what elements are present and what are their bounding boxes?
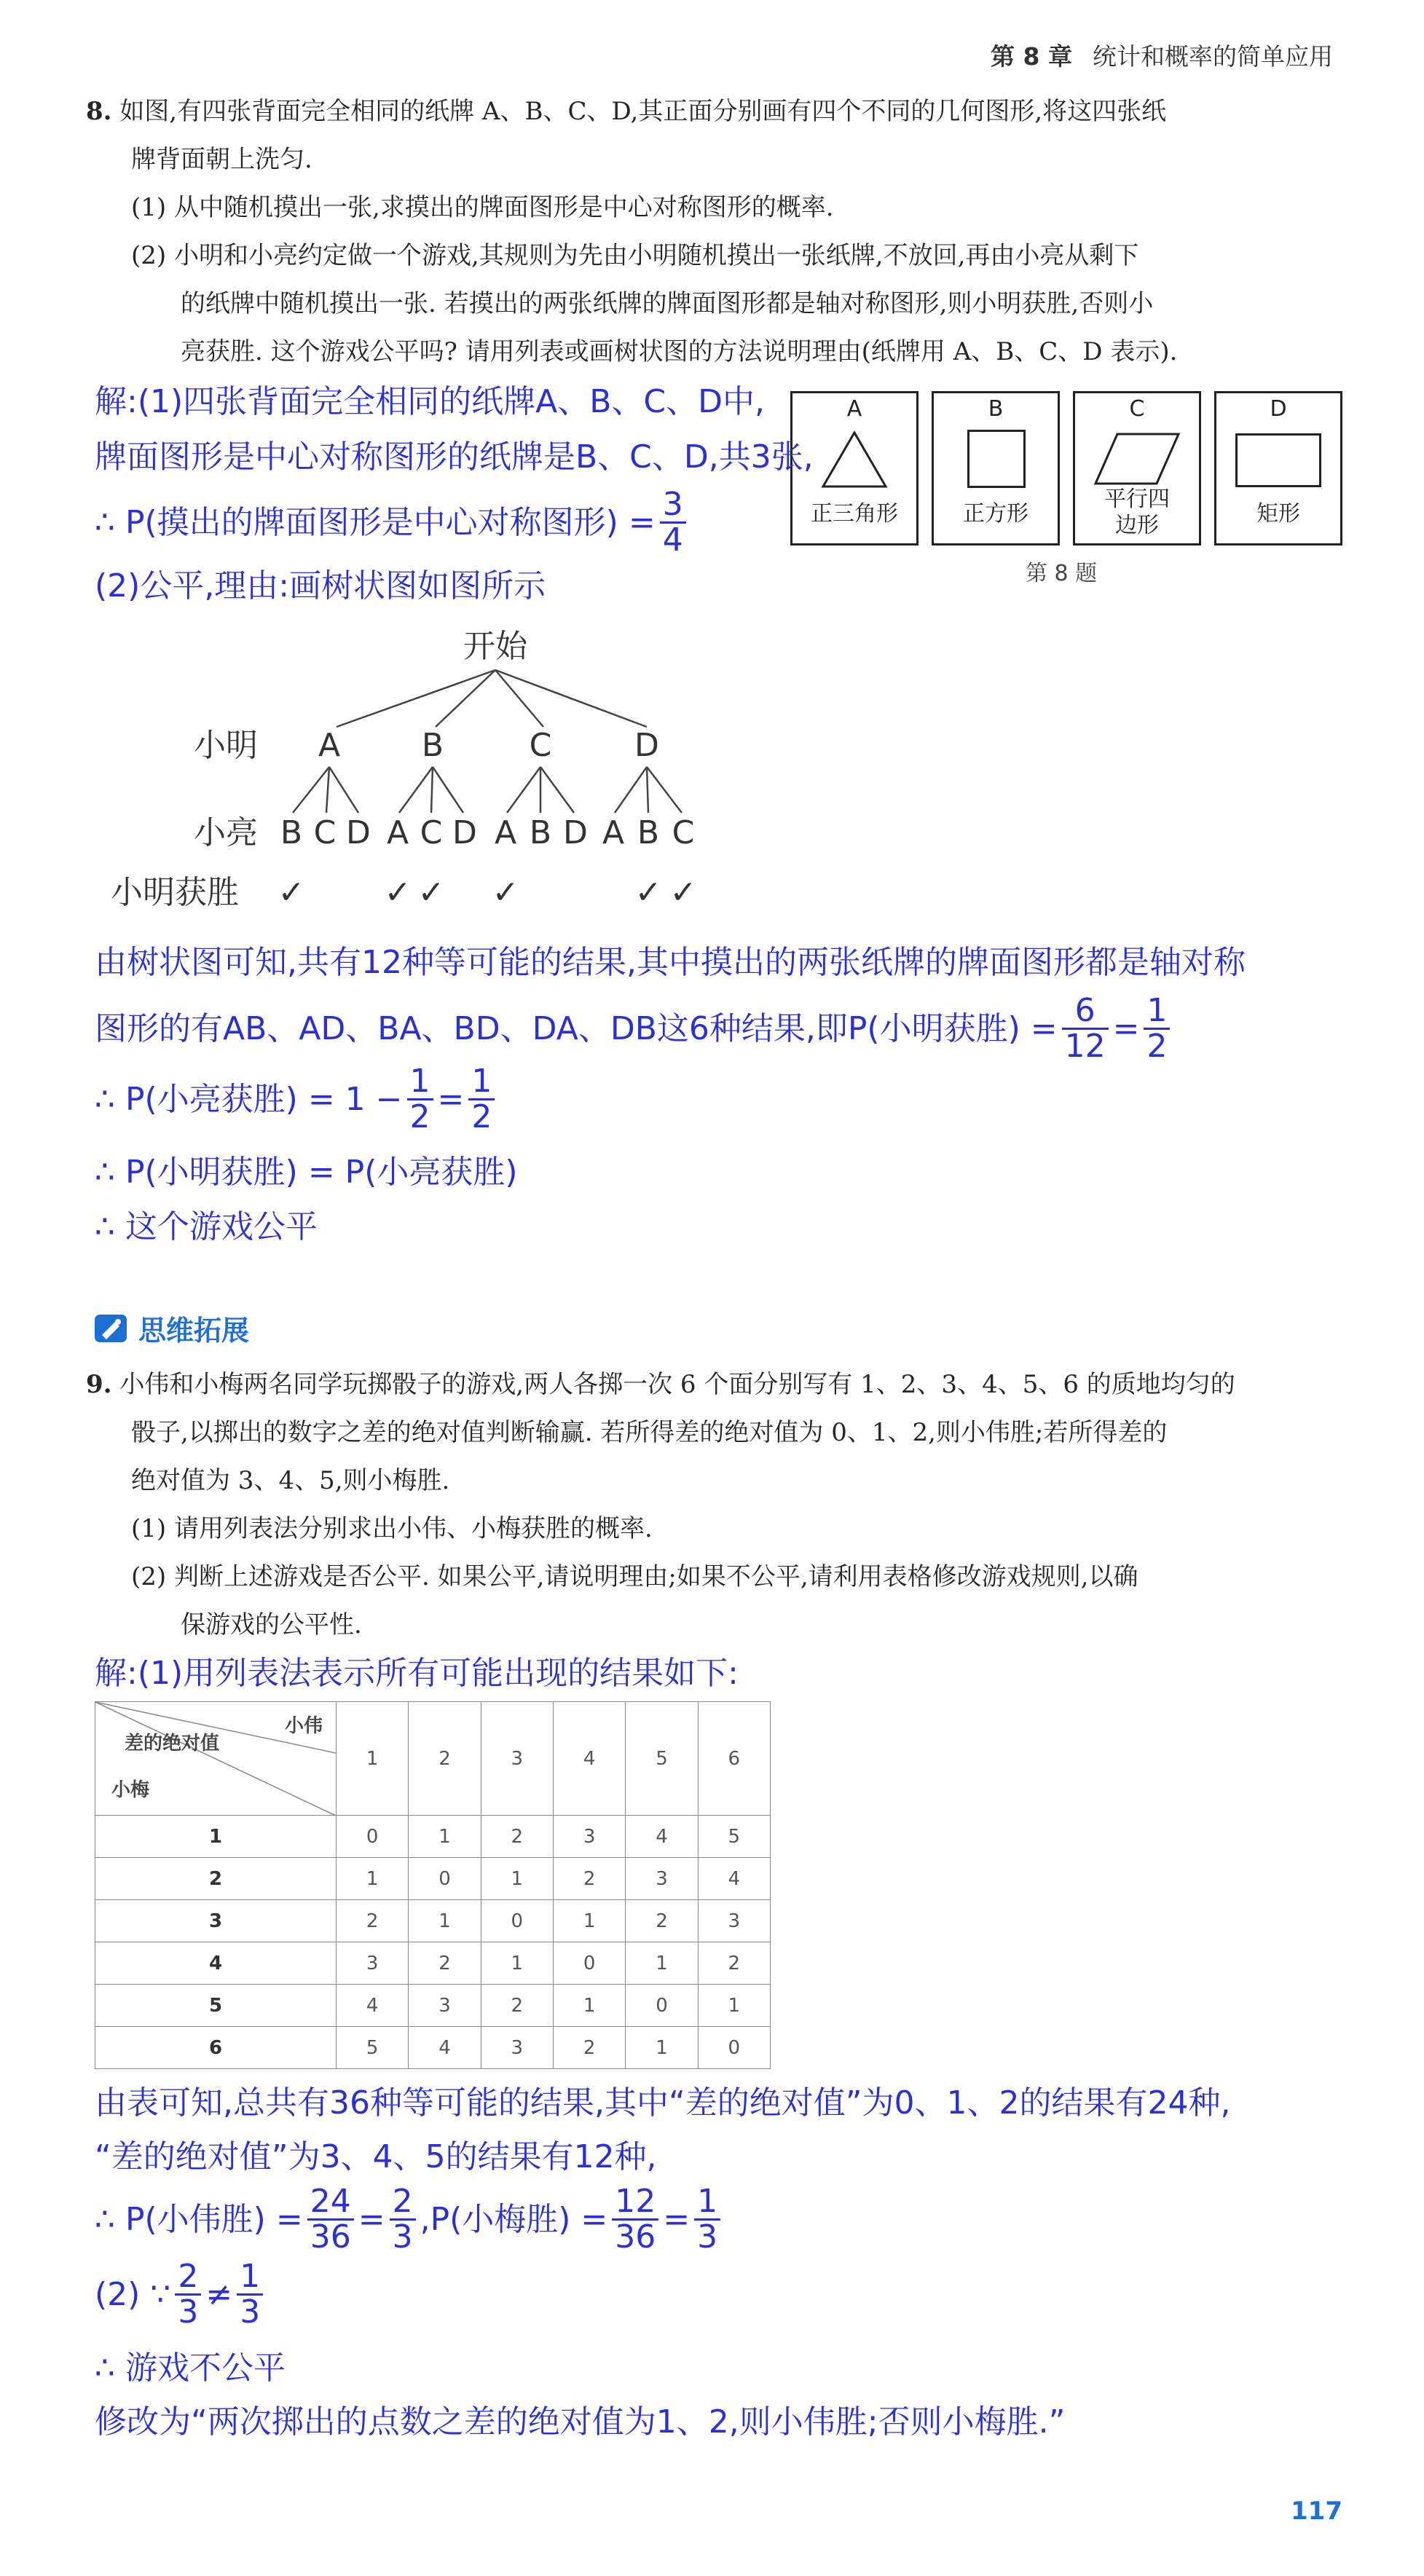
numerator: 12 [612,2185,658,2221]
table-cell: 2 [337,1900,409,1942]
tree-root-edges [337,670,647,727]
fraction [407,1065,433,1134]
numerator: 24 [307,2185,354,2221]
table-row [95,1942,771,1985]
table-col-header: 6 [698,1702,770,1816]
denominator: 36 [615,2218,656,2256]
numerator: 1 [1144,994,1170,1030]
table-cell: 1 [553,1900,625,1942]
tree-row-label: 小亮 [194,814,258,851]
fraction [468,1065,495,1134]
table-row [95,1858,771,1900]
question-8 [86,87,1339,376]
win-check-icon: ✓ [417,874,445,911]
table-cell: 0 [553,1942,625,1985]
solution-line [95,2260,267,2329]
table-corner-cell [95,1702,337,1816]
fraction [175,2260,201,2329]
fraction [307,2185,354,2254]
solution-text: 图形的有AB、AD、BA、BD、DA、DB这6种结果,即P(小明获胜) = [95,1009,1058,1047]
table-row-header: 6 [95,2027,337,2069]
solution-line [95,488,691,557]
tree-node: C [529,727,552,764]
table-cell: 2 [626,1900,698,1942]
tree-leaf: A [494,814,517,851]
table-cell: 4 [409,2027,481,2069]
tree-leaf: D [346,814,371,851]
table-row [95,1816,771,1858]
square-icon [967,430,1026,488]
tree-node: D [634,727,659,764]
table-cell: 1 [626,2027,698,2069]
tree-row-label: 小明获胜 [111,874,239,911]
equals-sign: = [437,1080,465,1118]
table-cell: 3 [698,1900,770,1942]
chapter-title: 统计和概率的简单应用 [1093,42,1333,71]
table-row-header: 5 [95,1985,337,2027]
tree-row-label: 小明 [194,727,258,764]
thinking-extension-icon [93,1313,128,1344]
win-check-icon: ✓ [384,874,412,911]
solution-line: ∴ 这个游戏公平 [95,1208,318,1245]
win-checks [278,874,697,911]
solution-line: 修改为“两次掷出的点数之差的绝对值为1、2,则小伟胜;否则小梅胜.” [95,2403,1066,2441]
denominator: 3 [240,2293,261,2331]
sub-question-2-cont: 亮获胜. 这个游戏公平吗? 请用列表或画树状图的方法说明理由(纸牌用 A、B、C、D 表示). [181,337,1178,366]
tree-leaf: D [452,814,477,851]
table-row-header: 4 [95,1942,337,1985]
win-check-icon: ✓ [278,874,305,911]
table-cell: 1 [626,1942,698,1985]
table-cell: 2 [553,2027,625,2069]
triangle-icon [820,430,889,489]
card-shape-name: 矩形 [1256,501,1300,527]
question-text: 骰子,以掷出的数字之差的绝对值判断输赢. 若所得差的绝对值为 0、1、2,则小伟胜;若所得差的 [131,1418,1168,1447]
table-cell: 1 [481,1942,553,1985]
solution-line [95,1065,499,1134]
table-cell: 4 [698,1858,770,1900]
table-cell: 5 [698,1816,770,1858]
table-cell: 3 [337,1942,409,1985]
table-col-header: 4 [553,1702,625,1816]
win-check-icon: ✓ [634,874,662,911]
table-cell: 3 [481,2027,553,2069]
solution-text: ∴ P(小伟胜) = [95,2200,303,2238]
solution-line: 由表可知,总共有36种等可能的结果,其中“差的绝对值”为0、1、2的结果有24种, [95,2084,1231,2122]
tree-leaf: B [529,814,552,851]
solution-line: 解:(1)四张背面完全相同的纸牌A、B、C、D中, [95,383,766,420]
chapter-label: 第 8 章 [991,42,1072,71]
denominator: 2 [409,1098,430,1136]
sub-question-2-cont: 的纸牌中随机摸出一张. 若摸出的两张纸牌的牌面图形都是轴对称图形,则小明获胜,否则小 [181,289,1154,318]
numerator: 1 [694,2185,720,2221]
numerator: 1 [407,1065,433,1100]
question-number: 8. [86,97,112,126]
table-cell: 1 [698,1985,770,2027]
table-cell: 0 [626,1985,698,2027]
table-cell: 1 [553,1985,625,2027]
solution-line: “差的绝对值”为3、4、5的结果有12种, [95,2138,657,2175]
table-cell: 5 [337,2027,409,2069]
page-header [991,38,1333,72]
table-cell: 4 [337,1985,409,2027]
tree-root: 开始 [463,628,527,665]
solution-line [95,992,1174,1066]
denominator: 3 [178,2293,199,2331]
table-corner-bottom: 小梅 [111,1779,150,1801]
table-cell: 0 [481,1900,553,1942]
solution-line: ∴ 游戏不公平 [95,2349,286,2387]
denominator: 3 [392,2218,413,2256]
table-cell: 2 [698,1942,770,1985]
solution-line: (2)公平,理由:画树状图如图所示 [95,567,546,604]
table-cell: 2 [481,1985,553,2027]
numerator: 2 [390,2185,416,2221]
numerator: 1 [468,1065,495,1100]
solution-text: ∴ P(小亮获胜) = 1 − [95,1080,403,1118]
table-cell: 1 [337,1858,409,1900]
numerator: 1 [237,2260,263,2296]
table-cell: 2 [481,1816,553,1858]
card-letter: B [988,396,1004,422]
table-col-header: 2 [409,1702,481,1816]
question-text: 绝对值为 3、4、5,则小梅胜. [131,1466,450,1495]
table-cell: 0 [698,2027,770,2069]
question-text: 如图,有四张背面完全相同的纸牌 A、B、C、D,其正面分别画有四个不同的几何图形,将这四张纸 [119,97,1167,126]
table-cell: 0 [409,1858,481,1900]
sub-question-1: (1) 从中随机摸出一张,求摸出的牌面图形是中心对称图形的概率. [131,193,834,222]
solution-line: 牌面图形是中心对称图形的纸牌是B、C、D,共3张, [95,438,814,476]
fraction [660,488,686,557]
rectangle-icon [1235,433,1321,487]
denominator: 36 [310,2218,351,2256]
fraction [237,2260,263,2329]
equals-sign: = [358,2200,385,2238]
solution-text: ∴ P(摸出的牌面图形是中心对称图形) = [95,503,656,541]
difference-table [95,1701,771,2069]
win-check-icon: ✓ [492,874,519,911]
question-text: 小伟和小梅两名同学玩掷骰子的游戏,两人各掷一次 6 个面分别写有 1、2、3、4、5、6 的质地均匀的 [119,1370,1235,1399]
table-col-header: 3 [481,1702,553,1816]
section-title [93,1308,249,1348]
table-row [95,1985,771,2027]
question-9 [86,1360,1353,1649]
section-title-text: 思维拓展 [138,1315,250,1347]
table-corner-mid: 差的绝对值 [125,1733,220,1754]
table-cell: 2 [409,1942,481,1985]
numerator: 3 [660,488,686,524]
denominator: 3 [697,2218,718,2256]
solution-line: 解:(1)用列表法表示所有可能出现的结果如下: [95,1655,739,1692]
table-cell: 4 [626,1816,698,1858]
numerator: 6 [1062,994,1109,1030]
win-check-icon: ✓ [669,874,697,911]
table-cell: 1 [481,1858,553,1900]
table-cell: 0 [337,1816,409,1858]
table-body [95,1816,771,2069]
card-shape-name: 正三角形 [811,501,898,527]
fraction [694,2185,720,2254]
tree-branch-edges [293,767,682,813]
solution-text: (2) ∵ [95,2275,171,2313]
denominator: 12 [1064,1028,1106,1066]
sub-question-2: (2) 判断上述游戏是否公平. 如果公平,请说明理由;如果不公平,请利用表格修改游戏规则,以确 [131,1562,1138,1591]
table-cell: 1 [409,1816,481,1858]
tree-leaf: B [637,814,660,851]
solution-line: 由树状图可知,共有12种等可能的结果,其中摸出的两张纸牌的牌面图形都是轴对称 [95,944,1246,981]
table-col-header: 1 [337,1702,409,1816]
tree-leaf: B [280,814,303,851]
table-row [95,2027,771,2069]
table-corner-top: 小伟 [284,1715,323,1737]
tree-diagram [102,618,721,931]
tree-leaf: C [420,814,443,851]
card-b [932,391,1060,545]
table-cell: 3 [553,1816,625,1858]
question-number: 9. [86,1370,112,1399]
card-letter: D [1270,396,1287,422]
figure-caption: 第 8 题 [1026,561,1098,586]
solution-text: ,P(小梅胜) = [420,2200,608,2238]
card-letter: A [846,396,862,422]
fraction [1144,992,1170,1066]
card-c [1073,391,1201,545]
fraction [1062,992,1109,1066]
table-cell: 1 [409,1900,481,1942]
tree-leaf: C [672,814,695,851]
tree-leaf: D [563,814,588,851]
parallelogram-icon [1093,431,1181,487]
page-number: 117 [1291,2497,1342,2526]
table-cell: 3 [626,1858,698,1900]
solution-line [95,2185,725,2254]
tree-leaf: A [386,814,409,851]
fraction [612,2185,658,2254]
table-row-header: 1 [95,1816,337,1858]
card-d [1214,391,1342,545]
table-row [95,1900,771,1942]
card-letter: C [1129,396,1145,422]
denominator: 4 [662,521,683,559]
not-equal-sign: ≠ [205,2275,233,2313]
sub-question-2: (2) 小明和小亮约定做一个游戏,其规则为先由小明随机摸出一张纸牌,不放回,再由小亮从剩下 [131,241,1139,270]
table-row-header: 2 [95,1858,337,1900]
fraction [390,2185,416,2254]
sub-question-2-cont: 保游戏的公平性. [181,1610,362,1639]
numerator: 2 [175,2260,201,2296]
tree-leaf: C [313,814,337,851]
solution-line: ∴ P(小明获胜) = P(小亮获胜) [95,1154,518,1191]
table-cell: 3 [409,1985,481,2027]
tree-node: B [421,727,444,764]
denominator: 2 [1146,1028,1168,1066]
equals-sign: = [1112,1009,1140,1047]
sub-question-1: (1) 请用列表法分别求出小伟、小梅获胜的概率. [131,1514,653,1543]
tree-node: A [318,727,341,764]
table-col-header: 5 [626,1702,698,1816]
card-shape-name: 平行四边形 [1104,487,1170,538]
card-shape-name: 正方形 [963,501,1028,527]
tree-leaf: A [602,814,625,851]
question-text: 牌背面朝上洗匀. [131,145,312,174]
equals-sign: = [663,2200,691,2238]
denominator: 2 [471,1098,492,1136]
table-row-header: 3 [95,1900,337,1942]
table-cell: 2 [553,1858,625,1900]
